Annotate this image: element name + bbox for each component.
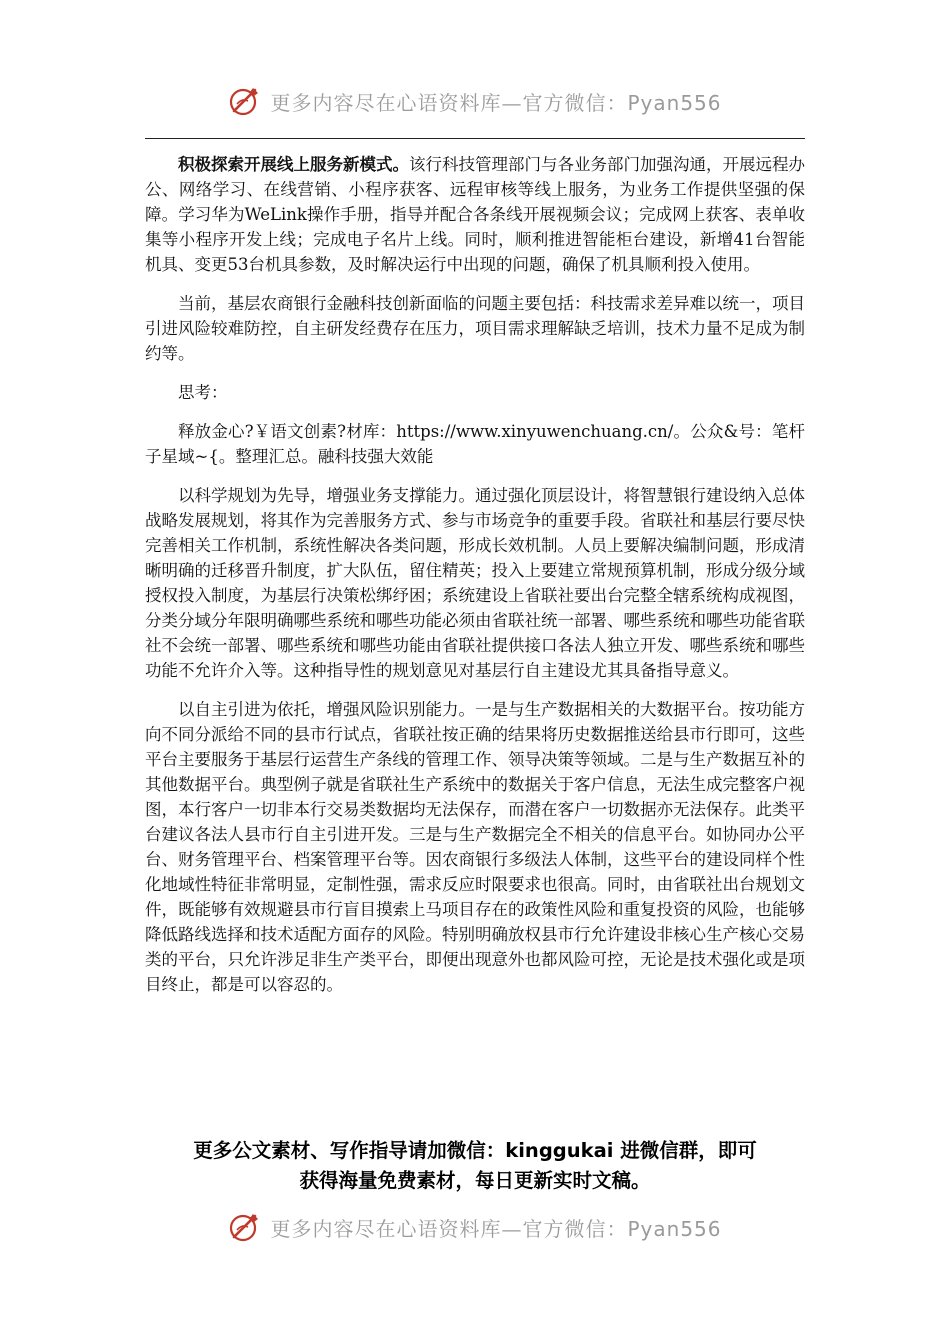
pen-logo-icon — [228, 84, 262, 118]
document-body — [145, 152, 805, 1011]
paragraph-source-note — [145, 419, 805, 469]
promo-line-1: 更多公文素材、写作指导请加微信：kinggukai 进微信群，即可 — [193, 1139, 757, 1162]
paragraph-text: 该行科技管理部门与各业务部门加强沟通，开展远程办公、网络学习、在线营销、小程序获客、远程审核等线上服务，为业务工作提供坚强的保障。学习华为WeLink操作手册，指导并配合各条线开展视频会议；完成网上获客、表单收集等小程序开发上线；完成电子名片上线。同时，顺利推进智能柜台建设，新增41台智能机具、变更53台机具参数，及时解决运行中出现的问题，确保了机具顺利投入使用。 — [145, 155, 805, 274]
watermark-label: 更多内容尽在心语资料库—官方微信： — [270, 1216, 628, 1241]
watermark-label: 更多内容尽在心语资料库—官方微信： — [270, 90, 628, 115]
paragraph-independent-introduction — [145, 697, 805, 997]
footer-watermark — [0, 1210, 950, 1244]
paragraph-text: 当前，基层农商银行金融科技创新面临的问题主要包括：科技需求差异难以统一，项目引进风险较难防控，自主研发经费存在压力，项目需求理解缺乏培训，技术力量不足成为制约等。 — [145, 294, 805, 363]
paragraph-current-problems — [145, 291, 805, 366]
watermark-text — [270, 87, 721, 116]
watermark-account: Pyan556 — [627, 1216, 722, 1241]
paragraph-online-services — [145, 152, 805, 277]
paragraph-thinking-heading — [145, 380, 805, 405]
header-watermark — [0, 84, 950, 118]
promo-notice — [145, 1136, 805, 1196]
watermark-account: Pyan556 — [627, 90, 722, 115]
paragraph-text: 思考： — [178, 383, 228, 402]
paragraph-lead: 积极探索开展线上服务新模式。 — [178, 155, 409, 174]
paragraph-text: 以科学规划为先导，增强业务支撑能力。通过强化顶层设计，将智慧银行建设纳入总体战略发展规划，将其作为完善服务方式、参与市场竞争的重要手段。省联社和基层行要尽快完善相关工作机制，系统性解决各类问题，形成长效机制。人员上要解决编制问题，形成清晰明确的迁移晋升制度，扩大队伍，留住精英；投入上要建立常规预算机制，形成分级分域授权投入制度，为基层行决策松绑纾困；系统建设上省联社要出台完整全辖系统构成视图，分类分域分年限明确哪些系统和哪些功能必须由省联社统一部署、哪些系统和哪些功能省联社不会统一部署、哪些系统和哪些功能由省联社提供接口各法人独立开发、哪些系统和哪些功能不允许介入等。这种指导性的规划意见对基层行自主建设尤其具备指导意义。 — [145, 486, 805, 680]
paragraph-planning — [145, 483, 805, 683]
pen-logo-icon — [228, 1210, 262, 1244]
header-divider — [145, 138, 805, 139]
watermark-text — [270, 1213, 721, 1242]
promo-line-2: 获得海量免费素材，每日更新实时文稿。 — [299, 1169, 651, 1192]
paragraph-text: 释放金心?￥语文创素?材库：https://www.xinyuwenchuang.cn/。公众&号：笔杆子星域~{。整理汇总。融科技强大效能 — [145, 422, 805, 466]
paragraph-text: 以自主引进为依托，增强风险识别能力。一是与生产数据相关的大数据平台。按功能方向不同分派给不同的县市行试点，省联社按正确的结果将历史数据推送给县市行即可，这些平台主要服务于基层行运营生产条线的管理工作、领导决策等领域。二是与生产数据互补的其他数据平台。典型例子就是省联社生产系统中的数据关于客户信息，无法生成完整客户视图，本行客户一切非本行交易类数据均无法保存，而潜在客户一切数据亦无法保存。此类平台建议各法人县市行自主引进开发。三是与生产数据完全不相关的信息平台。如协同办公平台、财务管理平台、档案管理平台等。因农商银行多级法人体制，这些平台的建设同样个性化地域性特征非常明显，定制性强，需求反应时限要求也很高。同时，由省联社出台规划文件，既能够有效规避县市行盲目摸索上马项目存在的政策性风险和重复投资的风险，也能够降低路线选择和技术适配方面存的风险。特别明确放权县市行允许建设非核心生产核心交易类的平台，只允许涉足非生产类平台，即便出现意外也都风险可控，无论是技术强化或是项目终止，都是可以容忍的。 — [145, 700, 805, 994]
